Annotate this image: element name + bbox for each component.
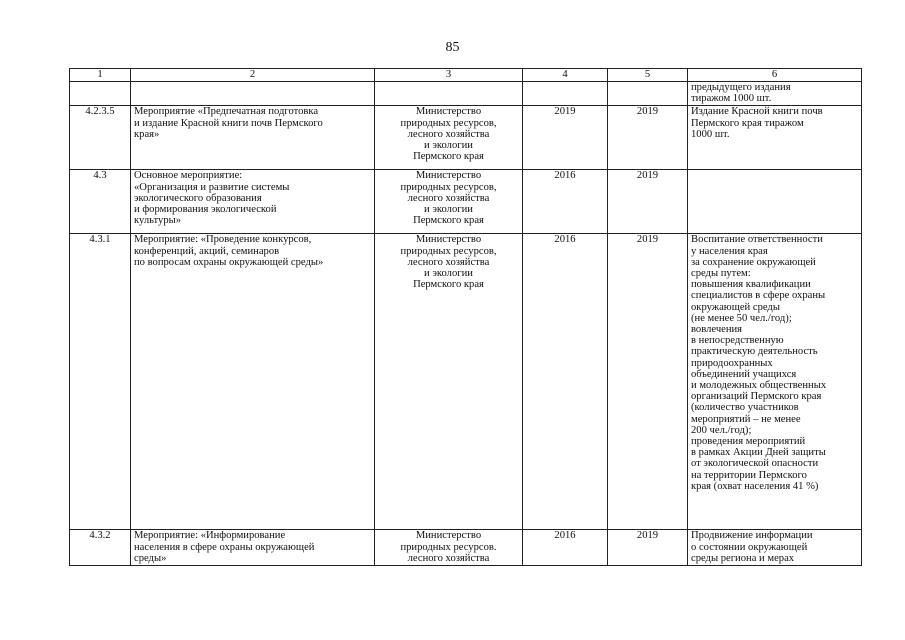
row-end-year xyxy=(608,82,688,106)
row-result: Продвижение информации о состоянии окружающей среды региона и мерах xyxy=(688,530,862,566)
row-start-year: 2016 xyxy=(523,530,608,566)
row-number: 4.3 xyxy=(70,170,131,234)
table-row xyxy=(70,82,862,106)
table-row xyxy=(70,170,862,234)
row-start-year: 2019 xyxy=(523,106,608,170)
table-row xyxy=(70,106,862,170)
row-name xyxy=(131,82,375,106)
column-executor-header: 3 xyxy=(375,69,523,82)
row-end-year: 2019 xyxy=(608,170,688,234)
column-result-header: 6 xyxy=(688,69,862,82)
column-start-header: 4 xyxy=(523,69,608,82)
row-name: Мероприятие «Предпечатная подготовка и издание Красной книги почв Пермского края» xyxy=(131,106,375,170)
row-number: 4.2.3.5 xyxy=(70,106,131,170)
column-number-header: 1 xyxy=(70,69,131,82)
row-start-year: 2016 xyxy=(523,234,608,530)
row-end-year: 2019 xyxy=(608,234,688,530)
row-executor: Министерство природных ресурсов, лесного хозяйства и экологии Пермского края xyxy=(375,170,523,234)
row-result xyxy=(688,170,862,234)
row-executor: Министерство природных ресурсов, лесного хозяйства и экологии Пермского края xyxy=(375,234,523,530)
row-name: Основное мероприятие: «Организация и развитие системы экологического образования и формирования экологической культуры» xyxy=(131,170,375,234)
row-number xyxy=(70,82,131,106)
table-row xyxy=(70,234,862,530)
row-start-year xyxy=(523,82,608,106)
table-header-row xyxy=(70,69,862,82)
row-name: Мероприятие: «Информирование населения в сфере охраны окружающей среды» xyxy=(131,530,375,566)
row-result: Воспитание ответственности у населения края за сохранение окружающей среды путем: повышения квалификации специалистов в сфере охраны окружающей среды (не менее 50 чел./год); вовлечения в непосредственную практическую деятельность природоохранных объединений учащихся и молодежных общественных организаций Пермского края (количество участников мероприятий – не менее 200 чел./год); проведения мероприятий в рамках Акции Дней защиты от экологической опасности на территории Пермского края (охват населения 41 %) xyxy=(688,234,862,530)
page-number: 85 xyxy=(445,40,460,55)
row-number: 4.3.1 xyxy=(70,234,131,530)
table-row xyxy=(70,530,862,566)
row-result: предыдущего издания тиражом 1000 шт. xyxy=(688,82,862,106)
row-number: 4.3.2 xyxy=(70,530,131,566)
program-table xyxy=(69,68,862,566)
row-executor: Министерство природных ресурсов. лесного хозяйства xyxy=(375,530,523,566)
column-end-header: 5 xyxy=(608,69,688,82)
column-name-header: 2 xyxy=(131,69,375,82)
row-executor: Министерство природных ресурсов, лесного хозяйства и экологии Пермского края xyxy=(375,106,523,170)
row-result: Издание Красной книги почв Пермского края тиражом 1000 шт. xyxy=(688,106,862,170)
row-executor xyxy=(375,82,523,106)
row-start-year: 2016 xyxy=(523,170,608,234)
row-end-year: 2019 xyxy=(608,530,688,566)
row-end-year: 2019 xyxy=(608,106,688,170)
row-name: Мероприятие: «Проведение конкурсов, конференций, акций, семинаров по вопросам охраны окружающей среды» xyxy=(131,234,375,530)
